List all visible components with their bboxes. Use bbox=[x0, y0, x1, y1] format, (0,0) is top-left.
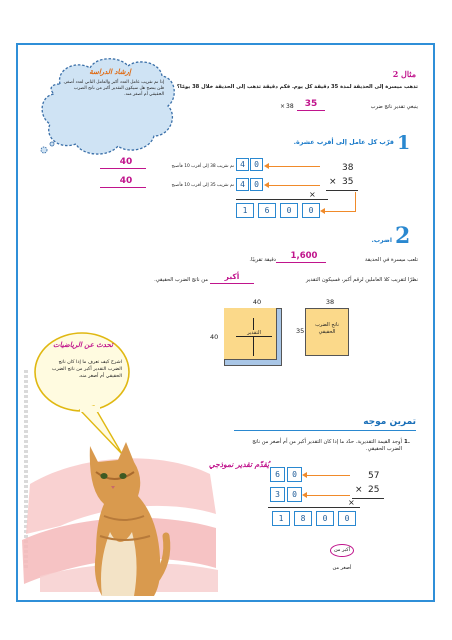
step2-sentence-answer: 1,600 bbox=[290, 251, 318, 261]
estimate-num1: 38 bbox=[286, 103, 294, 110]
step1-box-r1-c1: 4 bbox=[236, 158, 249, 171]
step1-number: 1 bbox=[397, 132, 411, 154]
diagram-right-side-label: 35 bbox=[296, 327, 305, 335]
guided-instruction: أوجد القيمة التقديرية. حدّد ما إذا كان التقدير أكبر من أم أصغر من ناتج الضرب الحقيقي. bbox=[252, 439, 402, 452]
guided-product-d3: 0 bbox=[316, 511, 334, 526]
diagram-left-side-label: 40 bbox=[210, 333, 219, 341]
step2-reason-prefix: نظرًا لتقريب كلا العاملين لرقم أكبر، فسيكون التقدير bbox=[305, 277, 418, 283]
step1-orig-times: × bbox=[329, 177, 337, 187]
step2-sentence-prefix: تلعب ميسرة في الحديقة bbox=[364, 257, 418, 263]
step1-line1-answer: 40 bbox=[119, 157, 133, 167]
guided-handwritten-note: يُقدّم تقدير نموذجي bbox=[208, 460, 270, 469]
guided-title-rule bbox=[234, 430, 416, 431]
study-tip-title: إرشاد الدراسة bbox=[89, 67, 131, 76]
guided-title: تمرين موجه bbox=[363, 417, 416, 427]
guided-num-top: 57 bbox=[368, 471, 380, 481]
guided-num-bottom: 25 bbox=[368, 485, 380, 495]
guided-product-rule bbox=[268, 507, 360, 508]
step1-orig-rule bbox=[326, 190, 358, 191]
step1-line1-label: تم تقريب 38 إلى أقرب 10 فأصبح bbox=[171, 164, 234, 169]
estimate-underline bbox=[297, 110, 325, 111]
guided-q-number: 1. bbox=[404, 439, 410, 445]
guided-arrow-2 bbox=[306, 495, 350, 496]
step1-box-r2-c1: 4 bbox=[236, 178, 249, 191]
estimate-prefix: ينبغي تقدير ناتج ضرب bbox=[370, 104, 418, 110]
step1-orig-top: 38 bbox=[342, 163, 354, 173]
step1-product-d3: 0 bbox=[280, 203, 298, 218]
diagram-left-top-label: 40 bbox=[252, 298, 262, 306]
guided-num-rule bbox=[352, 498, 384, 499]
step1-arrow-2 bbox=[268, 185, 320, 186]
guided-product-d1: 1 bbox=[272, 511, 290, 526]
talk-bubble-title: تحدث عن الرياضيات bbox=[53, 340, 113, 349]
guided-num-times: × bbox=[355, 485, 363, 495]
step1-line2-underline bbox=[100, 187, 146, 188]
step1-arrow-1 bbox=[268, 166, 320, 167]
talk-bubble-text: اشرح كيف تعرف ما إذا كان ناتج الضرب التقدير أكبر من ناتج الضرب الحقيقي أم أصغر منه. bbox=[51, 360, 122, 379]
guided-option-greater[interactable]: أكبر من bbox=[333, 547, 351, 553]
diagram-left-horizontal-arrow bbox=[236, 336, 272, 337]
guided-box-r1-c1: 6 bbox=[270, 467, 285, 482]
step1-product-arrow bbox=[324, 211, 356, 212]
estimate-times: × bbox=[280, 103, 286, 110]
step2-reason-answer: أكبر bbox=[224, 272, 240, 281]
diagram-left-inner-label: التقدير bbox=[234, 330, 274, 336]
example-problem: تذهب ميسرة إلى الحديقة لمدة 35 دقيقة كل يوم. فكم دقيقة تذهب إلى الحديقة خلال 38 يومًا؟ bbox=[176, 84, 418, 90]
step2-sentence-suffix: دقيقة تقريبًا. bbox=[249, 257, 276, 263]
estimate-num2: 35 bbox=[304, 99, 318, 109]
step1-line1-underline bbox=[100, 168, 146, 169]
guided-times-sign: × bbox=[348, 498, 355, 507]
diagram-right-top-label: 38 bbox=[325, 298, 335, 306]
guided-product-d2: 8 bbox=[294, 511, 312, 526]
guided-product-d4: 0 bbox=[338, 511, 356, 526]
step1-product-rule bbox=[236, 199, 328, 200]
example-title: مثال 2 bbox=[392, 69, 416, 79]
step1-product-d2: 6 bbox=[258, 203, 276, 218]
step2-reason-suffix: من ناتج الضرب الحقيقي. bbox=[154, 277, 208, 283]
step2-number: 2 bbox=[395, 223, 411, 249]
step2-sentence-underline bbox=[276, 262, 326, 263]
step1-product-arrow-stem bbox=[355, 192, 356, 212]
step1-line2-label: تم تقريب 35 إلى أقرب 10 فأصبح bbox=[171, 183, 234, 188]
step1-orig-bottom: 35 bbox=[342, 177, 354, 187]
guided-box-r2-c1: 3 bbox=[270, 487, 285, 502]
step1-line2-answer: 40 bbox=[119, 176, 133, 186]
study-tip-text: إذا تم تقريب عامل العدد أكبر والعامل الثاني لعدد أصغر، فلن يتضح هل سيكون التقدير أكبر من ناتج الضرب الحقيقي أم أصغر منه. bbox=[63, 80, 164, 97]
step1-times-sign: × bbox=[309, 190, 316, 199]
guided-box-r2-c2: 0 bbox=[287, 487, 302, 502]
diagram-right-inner-label: ناتج الضرب الحقيقي bbox=[315, 322, 339, 335]
guided-box-r1-c2: 0 bbox=[287, 467, 302, 482]
cat-image bbox=[74, 432, 174, 598]
guided-option-less[interactable]: أصغر من bbox=[332, 565, 352, 571]
guided-arrow-1 bbox=[306, 475, 350, 476]
step1-heading: قرّب كل عامل إلى أقرب عشرة. bbox=[293, 138, 394, 146]
step1-box-r2-c2: 0 bbox=[250, 178, 263, 191]
step1-product-d1: 1 bbox=[236, 203, 254, 218]
step1-product-d4: 0 bbox=[302, 203, 320, 218]
diagram-left-vertical-arrow bbox=[253, 318, 254, 356]
step2-reason-underline bbox=[210, 283, 254, 284]
step1-box-r1-c2: 0 bbox=[250, 158, 263, 171]
step2-heading: اضرب. bbox=[371, 237, 392, 244]
